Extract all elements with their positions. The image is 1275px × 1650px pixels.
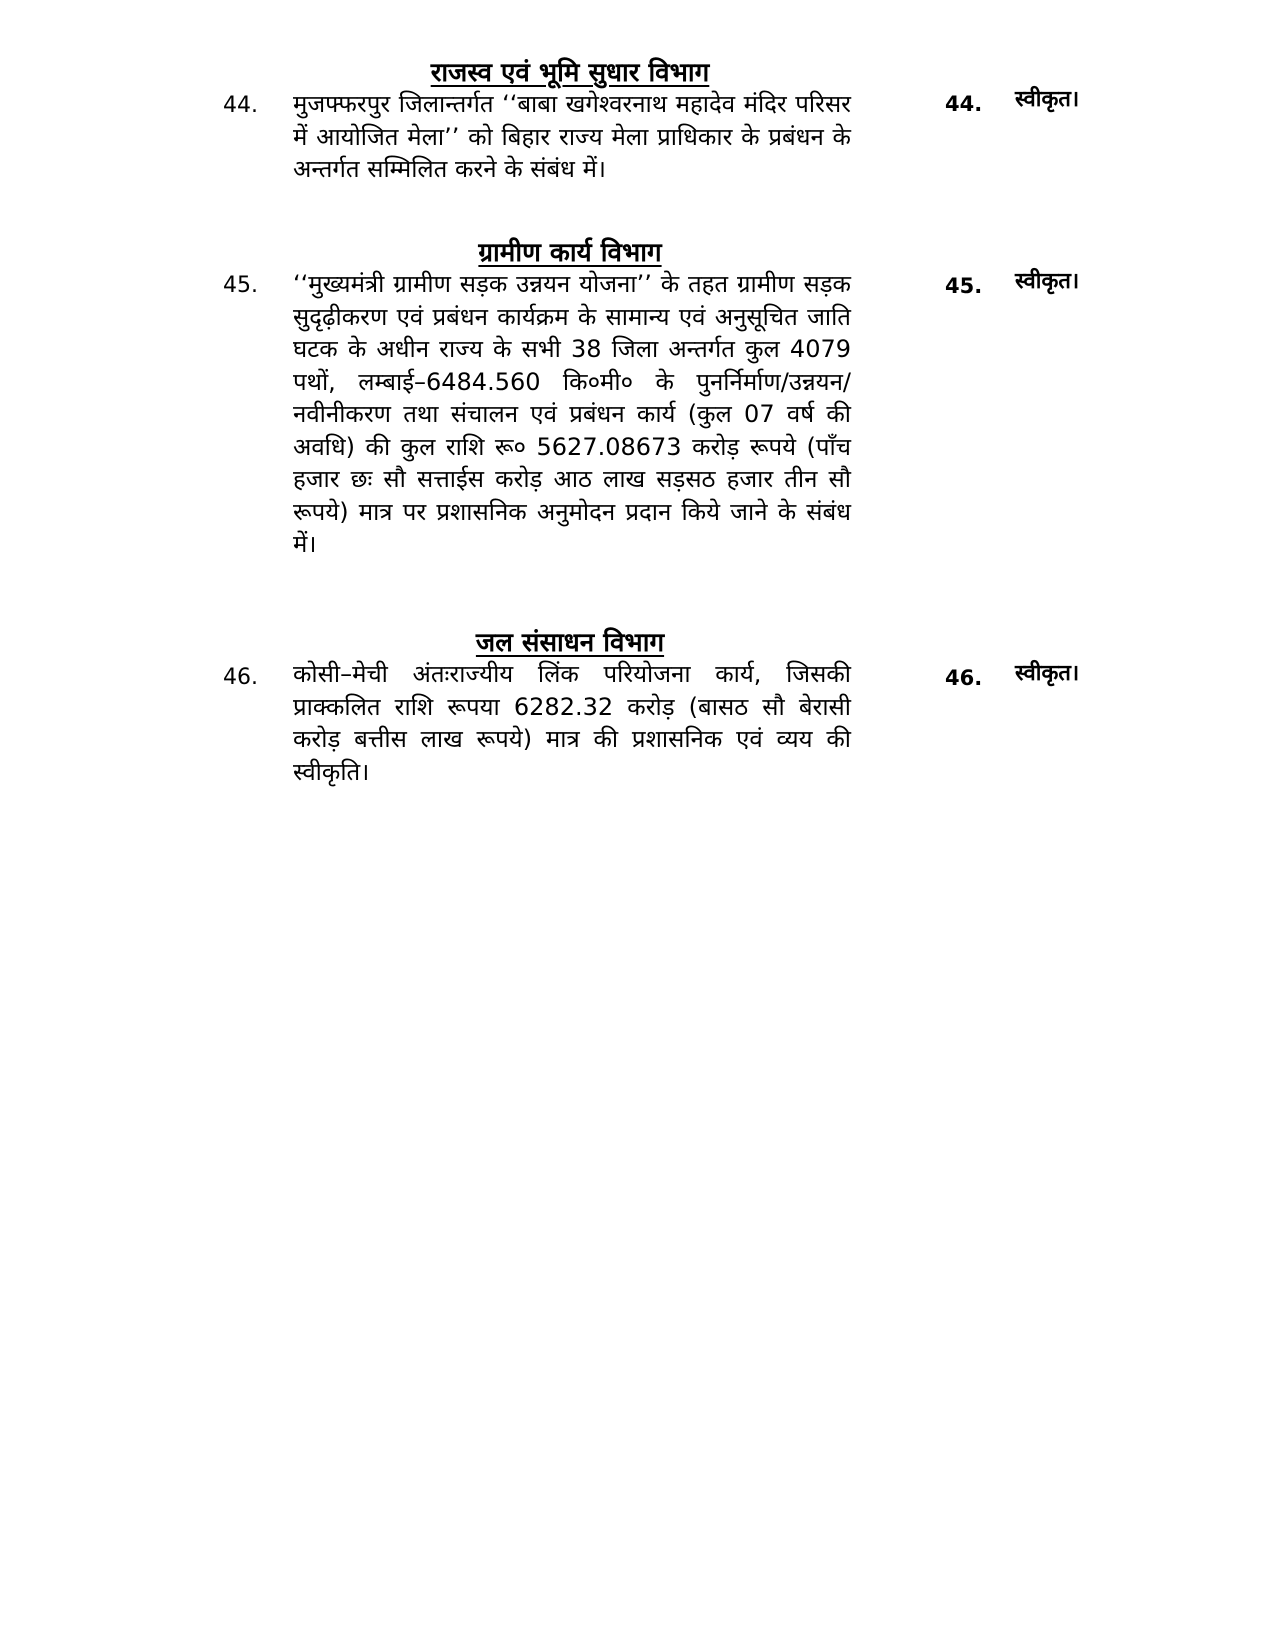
- decision-text: स्वीकृत।: [1015, 269, 1080, 294]
- section-heading: [290, 626, 850, 660]
- item-text: ‘‘मुख्यमंत्री ग्रामीण सड़क उन्नयन योजना’’ के तहत ग्रामीण सड़क सुदृढ़ीकरण एवं प्रबंधन कार्यक्रम के सामान्य एवं अनुसूचित जाति घटक के अधीन राज्य के सभी 38 जिला अन्तर्गत कुल 4079 पथों, लम्बाई–6484.560 कि०मी० के पुनर्निर्माण/उन्नयन/नवीनीकरण तथा संचालन एवं प्रबंधन कार्य (कुल 07 वर्ष की अवधि) की कुल राशि रू० 5627.08673 करोड़ रूपये (पाँच हजार छः सौ सत्ताईस करोड़ आठ लाख सड़सठ हजार तीन सौ रूपये) मात्र पर प्रशासनिक अनुमोदन प्रदान किये जाने के संबंध में।: [293, 270, 851, 558]
- decision-number: 46.: [945, 666, 983, 690]
- section-heading-text: ग्रामीण कार्य विभाग: [478, 238, 662, 268]
- decision-number: 44.: [945, 92, 983, 116]
- decision-number: 45.: [945, 274, 983, 298]
- section-heading-text: राजस्व एवं भूमि सुधार विभाग: [430, 58, 710, 88]
- decision-text: स्वीकृत।: [1015, 87, 1080, 112]
- section-heading-text: जल संसाधन विभाग: [475, 628, 665, 658]
- decision-text: स्वीकृत।: [1015, 661, 1080, 686]
- item-number: 45.: [223, 273, 258, 298]
- item-number: 46.: [223, 665, 258, 690]
- item-text: कोसी–मेची अंतःराज्यीय लिंक परियोजना कार्य, जिसकी प्राक्कलित राशि रूपया 6282.32 करोड़ (बासठ सौ बेरासी करोड़ बत्तीस लाख रूपये) मात्र की प्रशासनिक एवं व्यय की स्वीकृति।: [293, 660, 851, 786]
- section-heading: [290, 236, 850, 270]
- item-text: मुजफ्फरपुर जिलान्तर्गत ‘‘बाबा खगेश्वरनाथ महादेव मंदिर परिसर में आयोजित मेला’’ को बिहार राज्य मेला प्राधिकार के प्रबंधन के अन्तर्गत सम्मिलित करने के संबंध में।: [293, 90, 851, 183]
- item-number: 44.: [223, 93, 258, 118]
- section-heading: [290, 56, 850, 90]
